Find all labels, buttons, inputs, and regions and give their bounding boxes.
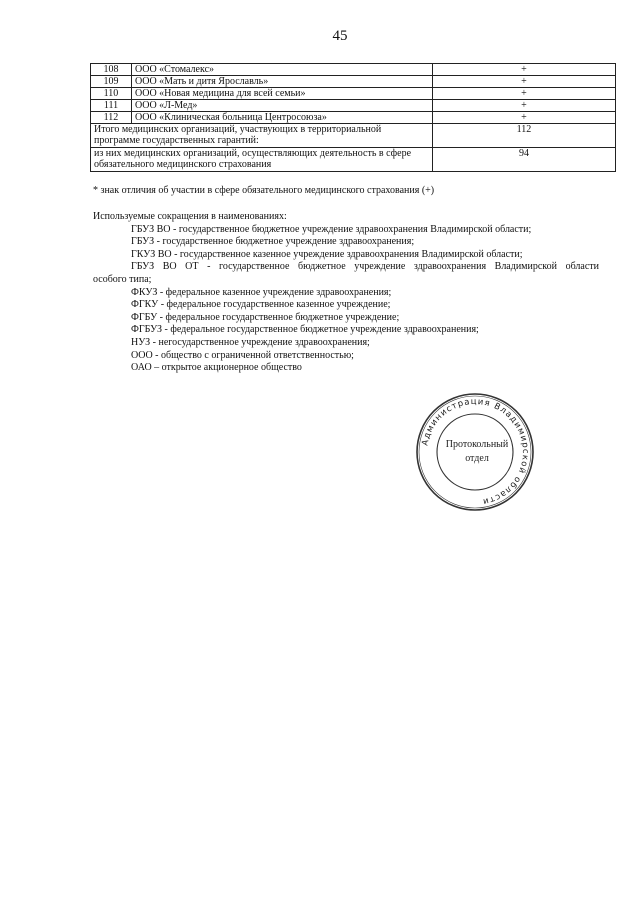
abbreviation-item: ООО - общество с ограниченной ответственностью; <box>131 349 354 361</box>
oms-mark: + <box>433 64 616 76</box>
total-value: 94 <box>433 148 616 172</box>
footnote: * знак отличия об участии в сфере обязательного медицинского страхования (+) <box>93 185 435 196</box>
abbreviation-item: ГБУЗ ВО - государственное бюджетное учреждение здравоохранения Владимирской области; <box>131 223 532 235</box>
organization-name: ООО «Л-Мед» <box>132 100 433 112</box>
organization-name: ООО «Мать и дитя Ярославль» <box>132 76 433 88</box>
abbreviation-item: ФГКУ - федеральное государственное казенное учреждение; <box>131 299 391 311</box>
abbreviation-item-continuation: особого типа; <box>93 273 152 285</box>
table-row <box>91 88 616 100</box>
abbreviation-item: НУЗ - негосударственное учреждение здравоохранения; <box>131 336 370 348</box>
official-stamp <box>410 392 540 512</box>
row-number: 109 <box>91 76 132 88</box>
total-row <box>91 124 616 148</box>
total-label: Итого медицинских организаций, участвующих в территориальной программе государственных гарантий: <box>91 124 433 148</box>
table-row <box>91 112 616 124</box>
total-row <box>91 148 616 172</box>
row-number: 111 <box>91 100 132 112</box>
abbreviations-block <box>93 211 599 375</box>
stamp-center-line-1: Протокольный <box>445 439 509 450</box>
organization-name: ООО «Стомалекс» <box>132 64 433 76</box>
organizations-table <box>90 63 616 172</box>
oms-mark: + <box>433 76 616 88</box>
row-number: 108 <box>91 64 132 76</box>
abbreviation-item: ГКУЗ ВО - государственное казенное учреждение здравоохранения Владимирской области; <box>131 248 523 260</box>
table-row <box>91 64 616 76</box>
table-row <box>91 100 616 112</box>
abbreviation-item: ФГБУЗ - федеральное государственное бюджетное учреждение здравоохранения; <box>131 324 479 336</box>
oms-mark: + <box>433 100 616 112</box>
row-number: 112 <box>91 112 132 124</box>
abbreviation-item: ФКУЗ - федеральное казенное учреждение здравоохранения; <box>131 286 392 298</box>
stamp-center-text <box>444 438 510 466</box>
total-label: из них медицинских организаций, осуществляющих деятельность в сфере обязательного медицинского страхования <box>91 148 433 172</box>
abbreviation-item: ФГБУ - федеральное государственное бюджетное учреждение; <box>131 311 400 323</box>
total-value: 112 <box>433 124 616 148</box>
stamp-center-line-2: отдел <box>465 453 489 464</box>
abbreviation-item: ГБУЗ ВО ОТ - государственное бюджетное учреждение здравоохранения Владимирской области <box>131 261 599 273</box>
table-row <box>91 76 616 88</box>
oms-mark: + <box>433 88 616 100</box>
page-number: 45 <box>332 28 348 44</box>
organization-name: ООО «Клиническая больница Центросоюза» <box>132 112 433 124</box>
abbreviations-title: Используемые сокращения в наименованиях: <box>93 211 287 222</box>
organization-name: ООО «Новая медицина для всей семьи» <box>132 88 433 100</box>
row-number: 110 <box>91 88 132 100</box>
stamp-ring-text: Администрация Владимирской области <box>420 396 531 507</box>
abbreviation-item: ГБУЗ - государственное бюджетное учреждение здравоохранения; <box>131 236 415 248</box>
oms-mark: + <box>433 112 616 124</box>
abbreviation-item: ОАО – открытое акционерное общество <box>131 362 302 374</box>
